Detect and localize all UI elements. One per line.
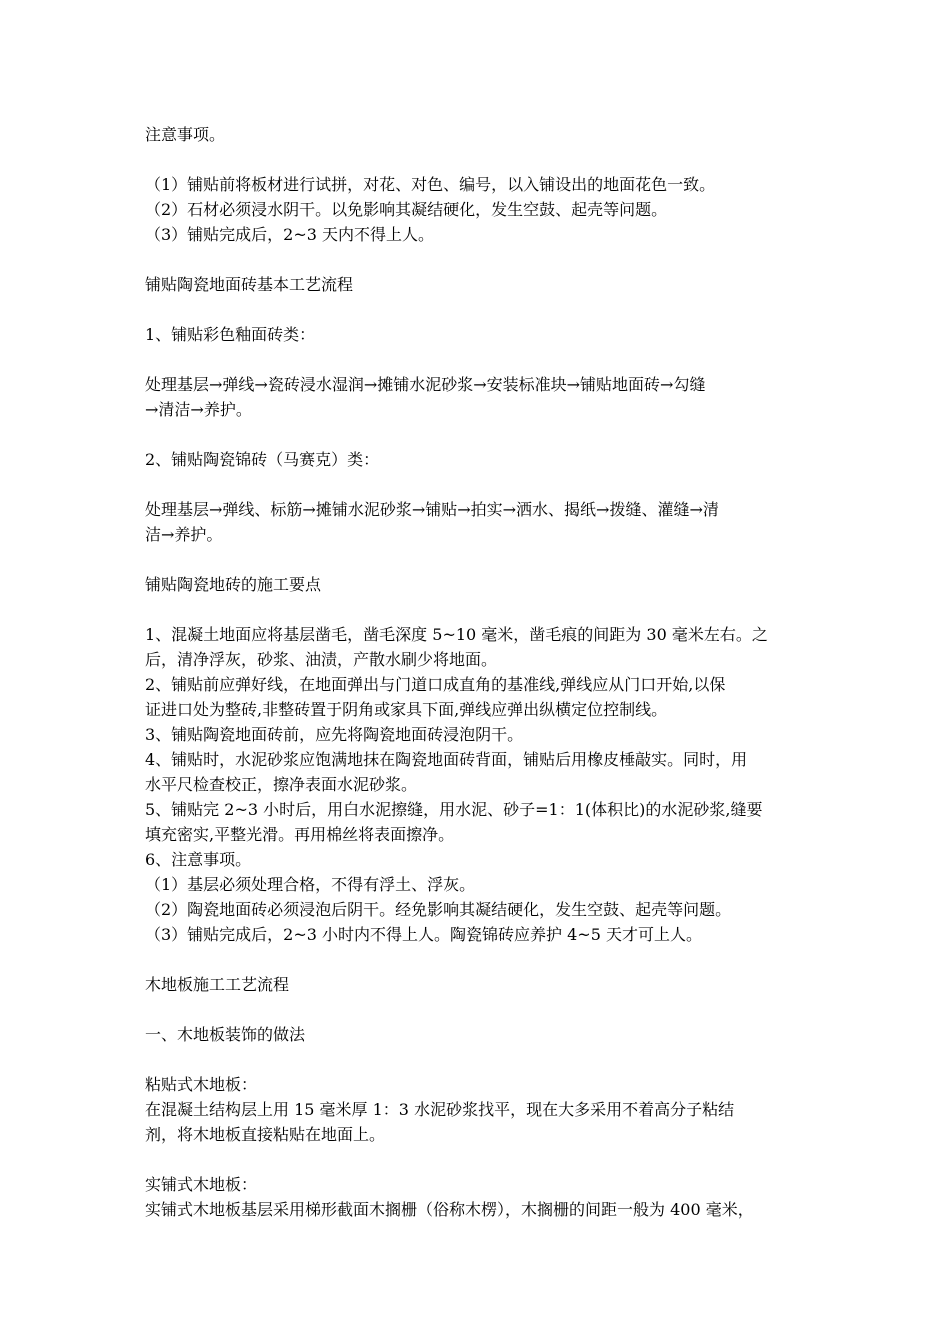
process-steps: 处理基层→弹线、标筋→摊铺水泥砂浆→铺贴→拍实→洒水、揭纸→拨缝、灌缝→清 [145,500,719,519]
body-text: 剂，将木地板直接粘贴在地面上。 [145,1125,386,1144]
subsection-heading: 实铺式木地板： [145,1175,258,1194]
key-point-line: 填充密实,平整光滑。再用棉丝将表面擦净。 [145,825,455,844]
spacer [145,947,815,972]
spacer [145,422,815,447]
key-point-line: 4、铺贴时，水泥砂浆应饱满地抹在陶瓷地面砖背面，铺贴后用橡皮棰敲实。同时，用 [145,750,748,769]
key-point-line: （1）基层必须处理合格，不得有浮土、浮灰。 [145,875,476,894]
spacer [145,1047,815,1072]
key-point-line: 证进口处为整砖,非整砖置于阴角或家具下面,弹线应弹出纵横定位控制线。 [145,700,668,719]
key-point-line: 6、注意事项。 [145,850,252,869]
key-point-line: 5、铺贴完 2~3 小时后，用白水泥擦缝，用水泥、砂子=1：1(体积比)的水泥砂浆,缝要 [145,800,763,819]
note-item: （1）铺贴前将板材进行试拼，对花、对色、编号，以入铺设出的地面花色一致。 [145,175,716,194]
process-steps: 洁→养护。 [145,525,223,544]
subsection-heading: 粘贴式木地板： [145,1075,258,1094]
spacer [145,597,815,622]
spacer [145,297,815,322]
body-text: 在混凝土结构层上用 15 毫米厚 1：3 水泥砂浆找平，现在大多采用不着高分子粘结 [145,1100,735,1119]
spacer [145,1147,815,1172]
key-point-line: 3、铺贴陶瓷地面砖前，应先将陶瓷地面砖浸泡阴干。 [145,725,524,744]
section-title: 铺贴陶瓷地面砖基本工艺流程 [145,275,354,294]
key-point-line: 后，清净浮灰，砂浆、油渍，产散水刷少将地面。 [145,650,498,669]
key-point-line: 2、铺贴前应弹好线，在地面弹出与门道口成直角的基准线,弹线应从门口开始,以保 [145,675,726,694]
section-title: 木地板施工工艺流程 [145,975,290,994]
document-body [145,122,815,1222]
spacer [145,547,815,572]
spacer [145,147,815,172]
key-point-line: （2）陶瓷地面砖必须浸泡后阴干。经免影响其凝结硬化，发生空鼓、起壳等问题。 [145,900,732,919]
subsection-heading: 2、铺贴陶瓷锦砖（马赛克）类： [145,450,380,469]
process-steps: →清洁→养护。 [145,400,252,419]
section-title: 铺贴陶瓷地砖的施工要点 [145,575,322,594]
spacer [145,347,815,372]
key-point-line: 1、混凝土地面应将基层凿毛，凿毛深度 5~10 毫米，凿毛痕的间距为 30 毫米左右。之 [145,625,768,644]
spacer [145,247,815,272]
spacer [145,472,815,497]
subsection-heading: 1、铺贴彩色釉面砖类： [145,325,316,344]
key-point-line: 水平尺检查校正，擦净表面水泥砂浆。 [145,775,418,794]
subsection-heading: 一、木地板装饰的做法 [145,1025,306,1044]
note-item: （3）铺贴完成后，2~3 天内不得上人。 [145,225,435,244]
key-point-line: （3）铺贴完成后，2~3 小时内不得上人。陶瓷锦砖应养护 4~5 天才可上人。 [145,925,702,944]
spacer [145,997,815,1022]
body-text: 实铺式木地板基层采用梯形截面木搁栅（俗称木楞），木搁栅的间距一般为 400 毫米， [145,1200,754,1219]
note-item: （2）石材必须浸水阴干。以免影响其凝结硬化，发生空鼓、起壳等问题。 [145,200,668,219]
process-steps: 处理基层→弹线→瓷砖浸水湿润→摊铺水泥砂浆→安装标准块→铺贴地面砖→勾缝 [145,375,706,394]
notes-heading: 注意事项。 [145,125,226,144]
